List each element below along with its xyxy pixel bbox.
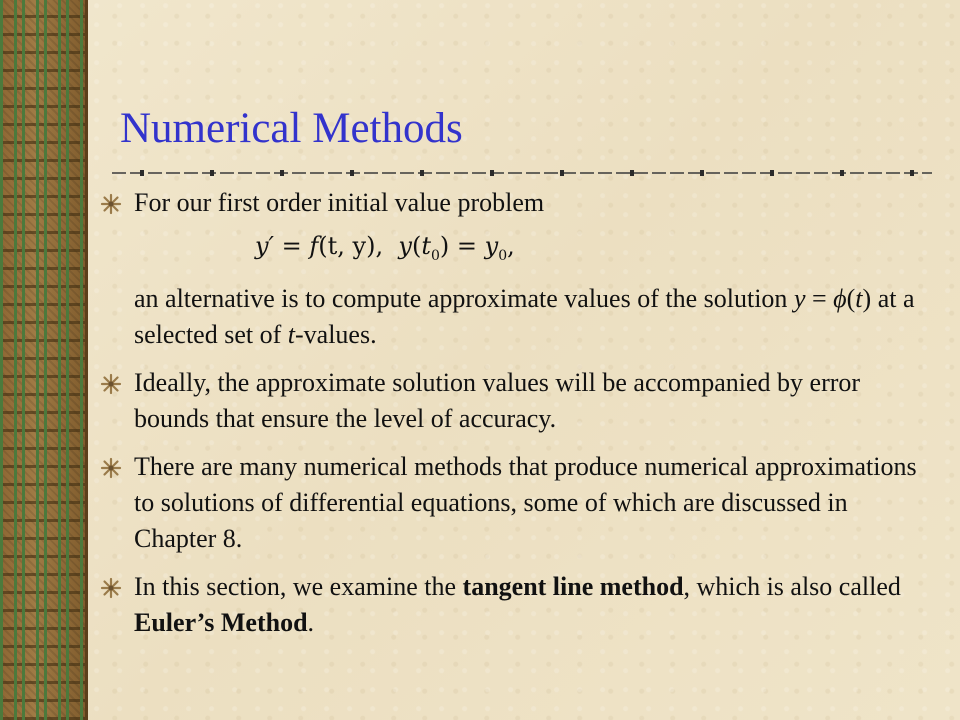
bullet-text: For our first order initial value problem bbox=[134, 188, 545, 217]
cont-phi: ϕ bbox=[833, 283, 847, 313]
formula-open: ( bbox=[411, 232, 422, 260]
formula-y0: y bbox=[484, 232, 499, 260]
bullet-item-3 bbox=[100, 449, 930, 557]
cont-text-5: -values. bbox=[295, 319, 377, 349]
cont-var-t: t bbox=[855, 283, 863, 313]
bullet-text bbox=[134, 569, 930, 641]
decorative-sidebar bbox=[0, 0, 88, 720]
bullet-item-4 bbox=[100, 569, 930, 641]
cont-text-4: ) at a selected set of bbox=[134, 283, 915, 349]
formula-eq2: = bbox=[449, 232, 485, 260]
formula-fn: f bbox=[309, 232, 319, 260]
bold-term-tangent: tangent line method bbox=[462, 571, 684, 601]
bullet-item-2 bbox=[100, 365, 930, 437]
formula-y: y bbox=[398, 232, 412, 260]
formula-t: t bbox=[421, 232, 431, 260]
ivp-formula bbox=[255, 229, 930, 273]
text-2: , which is also called bbox=[683, 571, 901, 601]
formula-lhs: y′ bbox=[255, 232, 275, 260]
formula-eq1: = bbox=[274, 232, 310, 260]
asterisk-bullet-icon bbox=[100, 457, 122, 479]
asterisk-bullet-icon bbox=[100, 373, 122, 395]
asterisk-bullet-icon bbox=[100, 193, 122, 215]
bullet-item-1 bbox=[100, 185, 930, 353]
bullet-list bbox=[100, 185, 930, 653]
formula-sub0: 0 bbox=[430, 247, 440, 264]
bullet-text: There are many numerical methods that produce numerical approximations to solutions of differential equations, some of which are discussed in Chapter 8. bbox=[134, 451, 917, 553]
text-1: In this section, we examine the bbox=[134, 571, 463, 601]
formula-end: , bbox=[507, 232, 515, 260]
bullet-text: Ideally, the approximate solution values will be accompanied by error bounds that ensure the level of accuracy. bbox=[134, 367, 861, 433]
formula-close: ) bbox=[439, 232, 450, 260]
formula-args: (t, y), bbox=[318, 232, 384, 260]
cont-text-1: an alternative is to compute approximate values of the solution bbox=[134, 283, 794, 313]
cont-text-2: = bbox=[805, 283, 834, 313]
text-3: . bbox=[307, 607, 315, 637]
slide-title: Numerical Methods bbox=[120, 105, 463, 152]
bold-term-euler: Euler’s Method bbox=[134, 607, 308, 637]
cont-var-t2: t bbox=[287, 319, 295, 349]
title-divider bbox=[112, 168, 932, 178]
cont-text-3: ( bbox=[846, 283, 856, 313]
bullet-continuation bbox=[134, 281, 930, 353]
formula-sep bbox=[383, 232, 398, 260]
cont-var-y: y bbox=[793, 283, 806, 313]
asterisk-bullet-icon bbox=[100, 577, 122, 599]
formula-sub1: 0 bbox=[498, 247, 508, 264]
